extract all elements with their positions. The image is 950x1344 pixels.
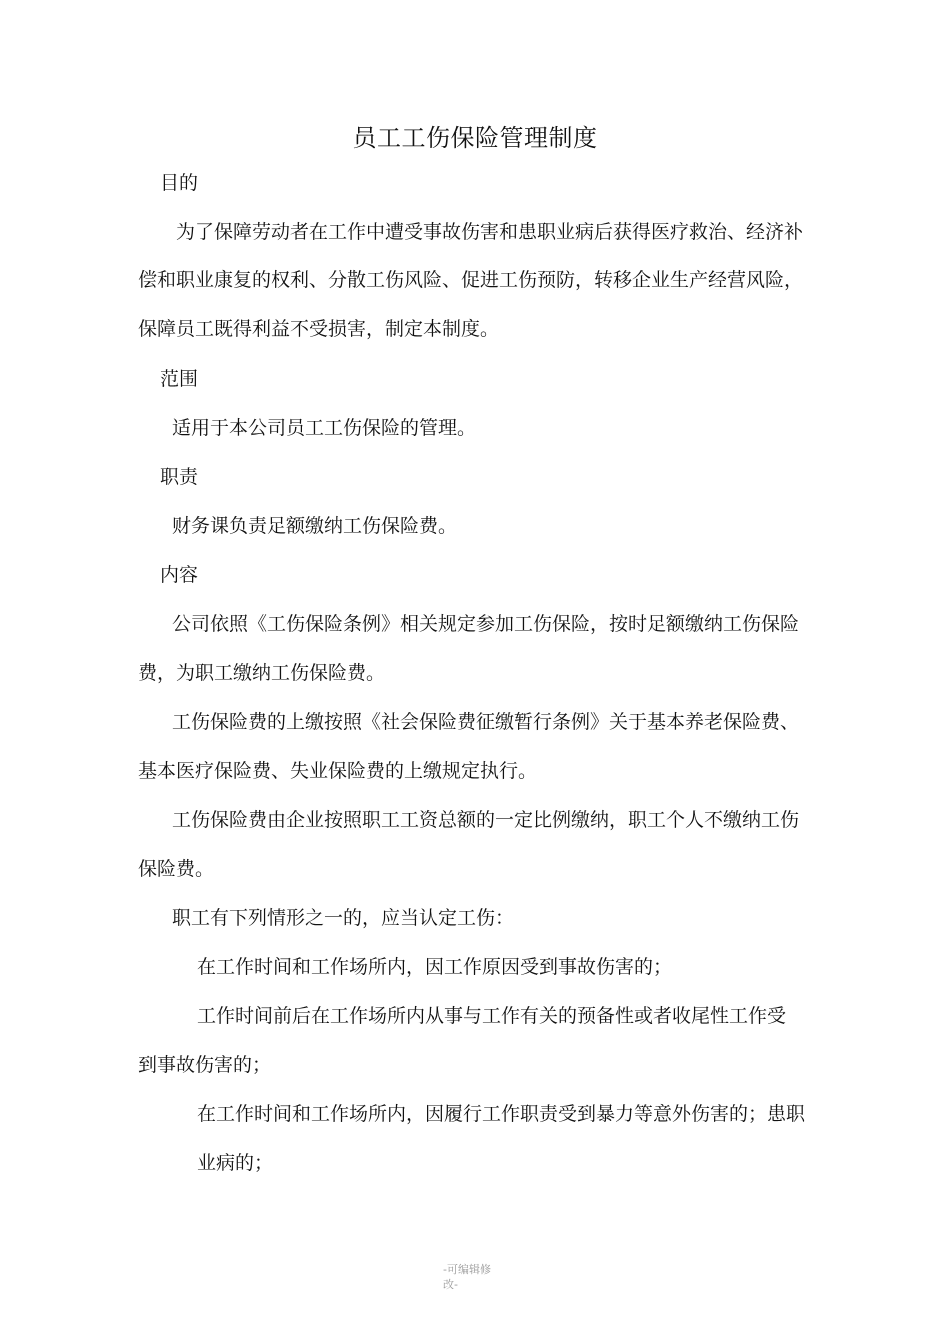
- section-heading-purpose: 目的: [160, 172, 199, 194]
- paragraph-line: 公司依照《工伤保险条例》相关规定参加工伤保险，按时足额缴纳工伤保险: [172, 613, 800, 635]
- list-item-line: 在工作时间和工作场所内，因工作原因受到事故伤害的；: [197, 956, 673, 978]
- paragraph-line: 保障员工既得利益不受损害，制定本制度。: [138, 318, 500, 340]
- paragraph-line: 费，为职工缴纳工伤保险费。: [138, 662, 386, 684]
- list-item-line: 在工作时间和工作场所内，因履行工作职责受到暴力等意外伤害的；患职: [197, 1103, 806, 1125]
- list-item-line: 业病的；: [197, 1152, 274, 1174]
- paragraph-line: 工伤保险费的上缴按照《社会保险费征缴暂行条例》关于基本养老保险费、: [172, 711, 800, 733]
- paragraph-line: 财务课负责足额缴纳工伤保险费。: [172, 515, 458, 537]
- paragraph-line: 为了保障劳动者在工作中遭受事故伤害和患职业病后获得医疗救治、经济补: [176, 221, 804, 243]
- section-heading-content: 内容: [160, 564, 199, 586]
- page-footer: -可编辑修改-: [443, 1263, 491, 1291]
- paragraph-line: 工伤保险费由企业按照职工工资总额的一定比例缴纳，职工个人不缴纳工伤: [172, 809, 800, 831]
- paragraph-line: 偿和职业康复的权利、分散工伤风险、促进工伤预防，转移企业生产经营风险，: [138, 269, 804, 291]
- document-title: 员工工伤保险管理制度: [352, 124, 598, 152]
- paragraph-line: 保险费。: [138, 858, 215, 880]
- list-item-line: 到事故伤害的；: [138, 1054, 272, 1076]
- section-heading-duties: 职责: [160, 466, 199, 488]
- list-item-line: 工作时间前后在工作场所内从事与工作有关的预备性或者收尾性工作受: [197, 1005, 787, 1027]
- paragraph-line: 职工有下列情形之一的，应当认定工伤：: [172, 907, 515, 929]
- paragraph-line: 适用于本公司员工工伤保险的管理。: [172, 417, 477, 439]
- paragraph-line: 基本医疗保险费、失业保险费的上缴规定执行。: [138, 760, 538, 782]
- section-heading-scope: 范围: [160, 368, 199, 390]
